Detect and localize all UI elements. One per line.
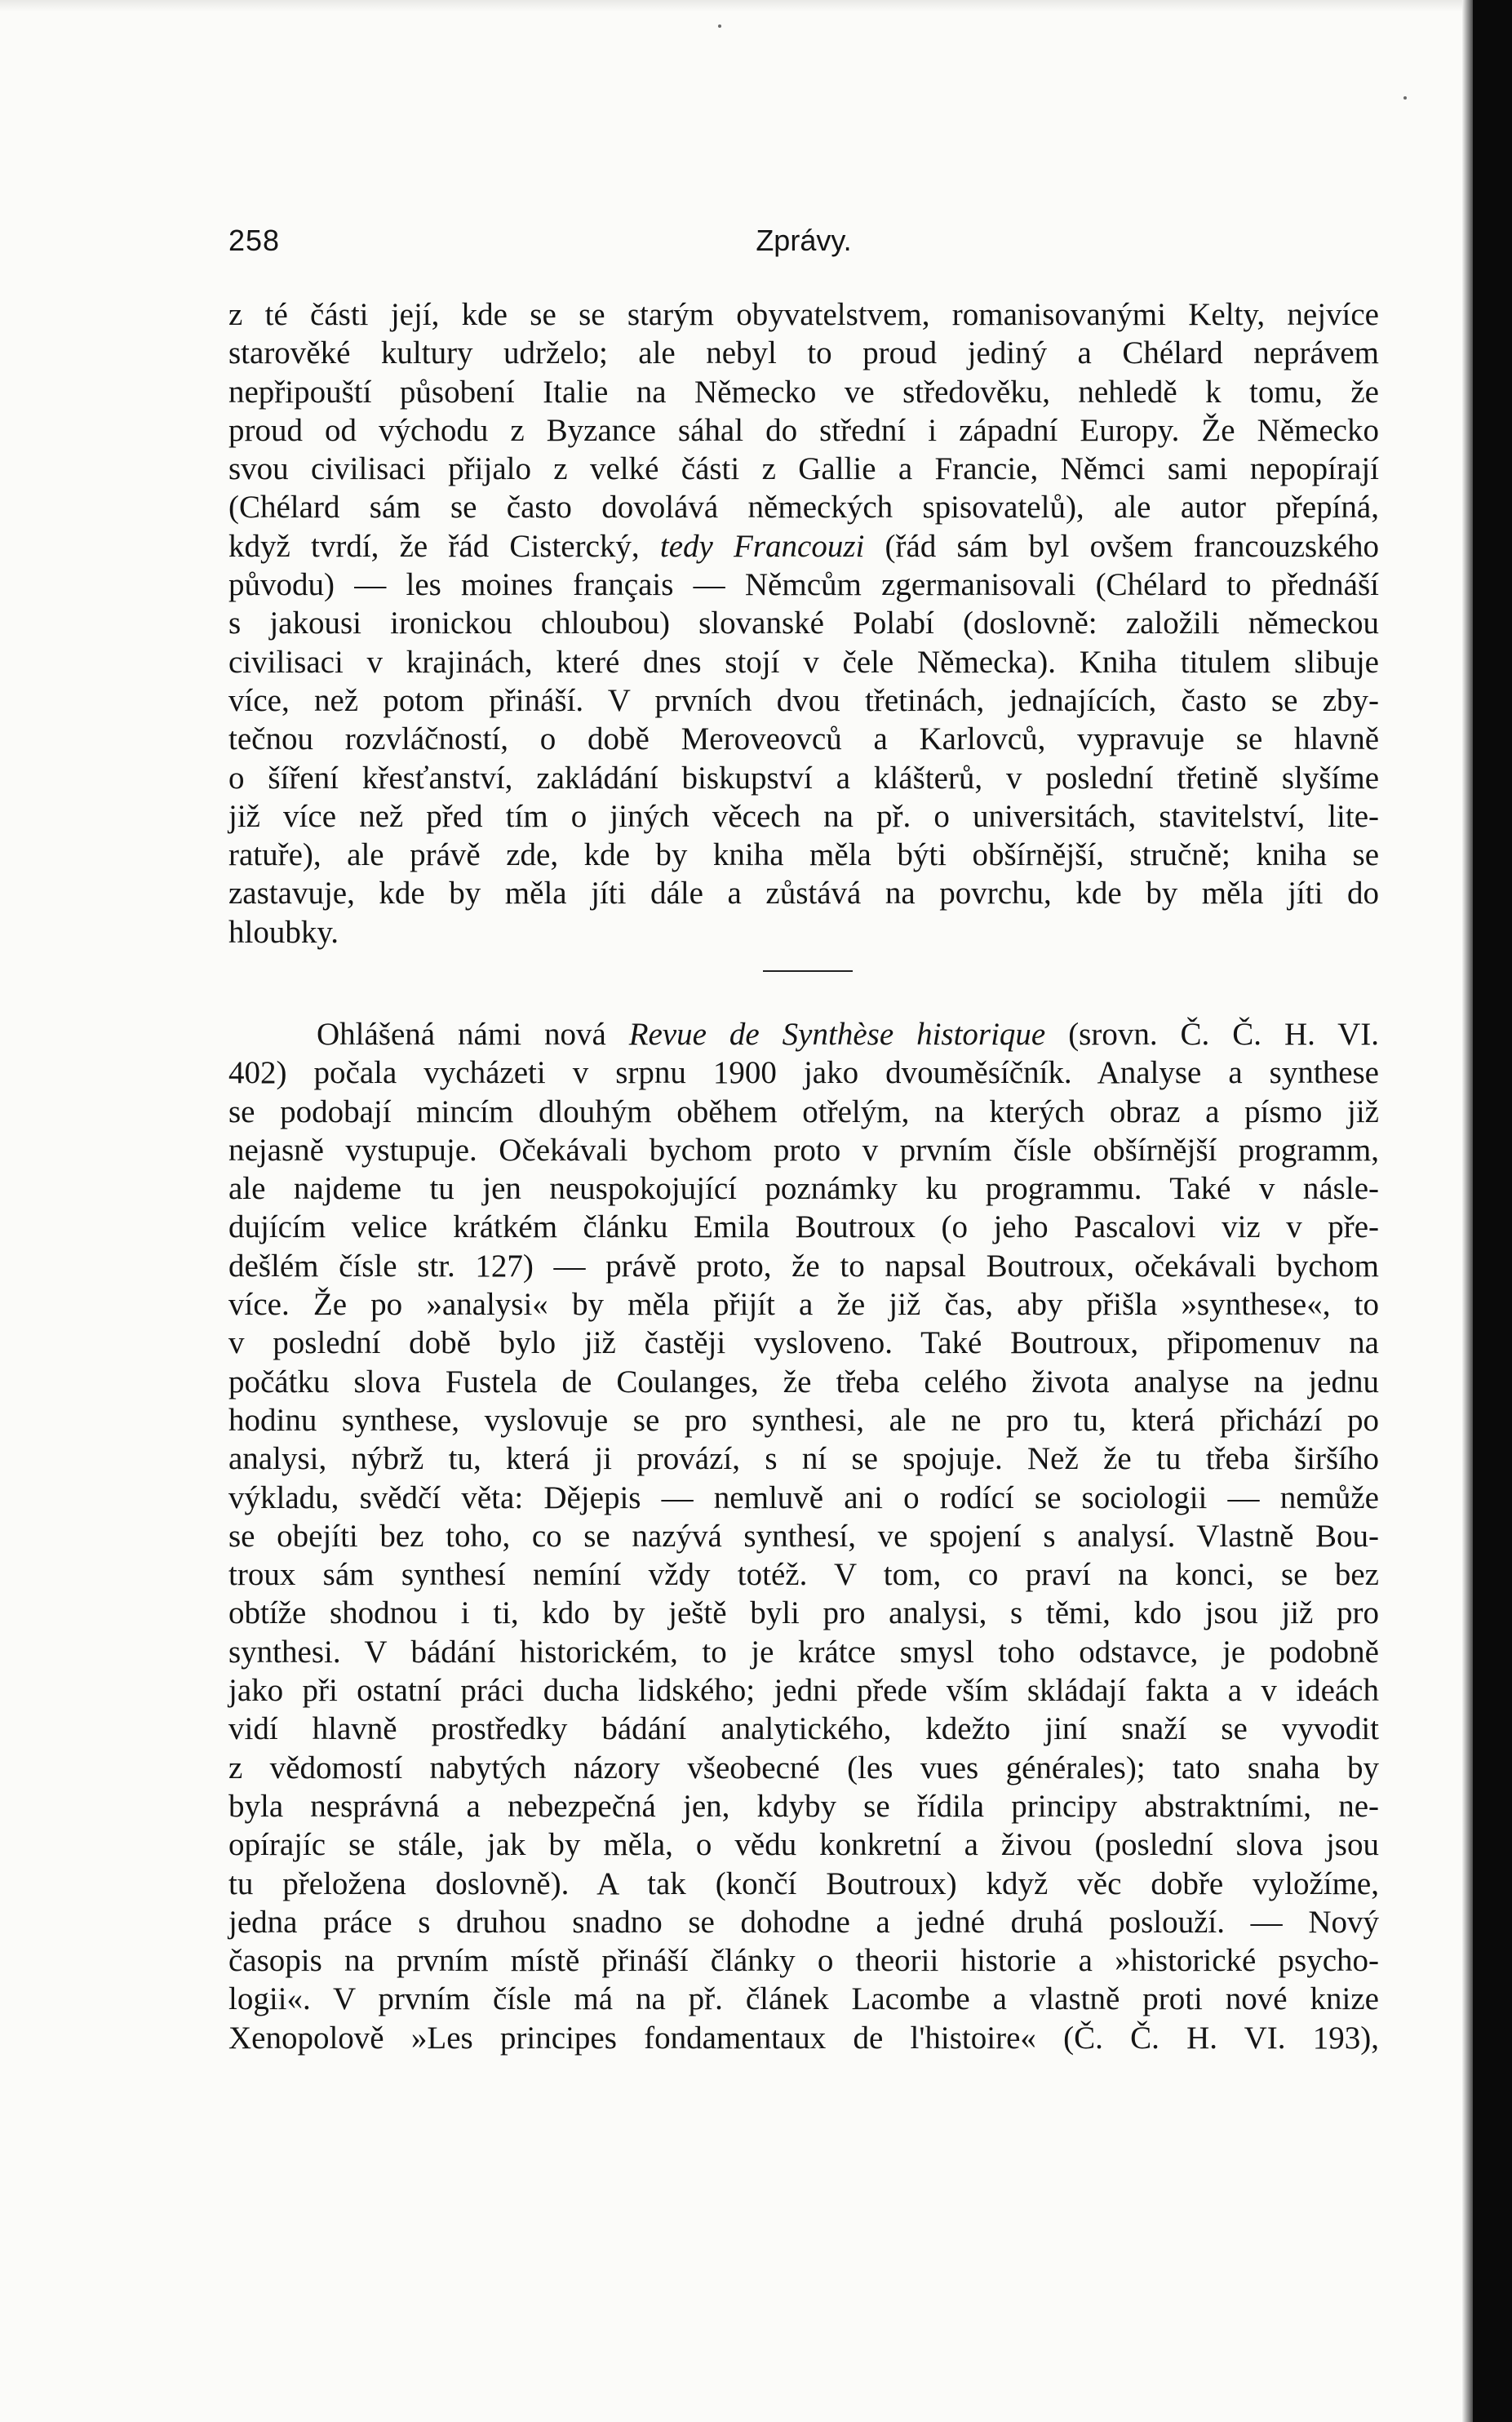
italic-title: Revue de Synthèse historique (628, 1017, 1046, 1052)
text-line: časopis na prvním místě přináší články o theorii historie a »historické psycho- (228, 1943, 1379, 1979)
text-line: nepřipouští působení Italie na Německo ve středověku, nehledě k tomu, že (228, 374, 1379, 410)
text-line: tu přeložena doslovně). A tak (končí Boutroux) když věc dobře vyložíme, (228, 1865, 1379, 1901)
text-line: Xenopolově »Les principes fondamentaux de l'histoire« (Č. Č. H. VI. 193), (228, 2020, 1379, 2056)
text-line: starověké kultury udrželo; ale nebyl to proud jediný a Chélard neprávem (228, 335, 1379, 371)
text-line (228, 1015, 1379, 1054)
text-line: vidí hlavně prostředky bádání analytického, kdežto jiní snaží se vyvodit (228, 1711, 1379, 1747)
text-line: hodinu synthese, vyslovuje se pro synthesi, ale ne pro tu, která přichází po (228, 1402, 1379, 1438)
text-line: výkladu, svědčí věta: Dějepis — nemluvě ani o rodící se sociologii — nemůže (228, 1479, 1379, 1515)
text-line: hloubky. (228, 914, 339, 950)
text-line: jedna práce s druhou snadno se dohodne a jedné druhá poslouží. — Nový (228, 1904, 1379, 1940)
page-right-shadow (1462, 0, 1473, 2422)
text-segment: (srovn. Č. Č. H. VI. (1045, 1017, 1379, 1052)
paragraph-review-chelard (228, 295, 1379, 952)
text-segment: když tvrdí, že řád Cistercký, (228, 528, 660, 564)
italic-phrase: tedy Francouzi (659, 528, 865, 564)
text-line: o šíření křesťanství, zakládání biskupství a klášterů, v poslední třetině slyšíme (228, 760, 1379, 796)
text-line: synthesi. V bádání historickém, to je krátce smysl toho odstavce, je podobně (228, 1634, 1379, 1670)
text-line: nejasně vystupuje. Očekávali bychom proto v prvním čísle obšírnější programm, (228, 1132, 1379, 1168)
text-line: opírajíc se stále, jak by měla, o vědu konkretní a živou (poslední slova jsou (228, 1827, 1379, 1863)
running-title: Zprávy. (756, 224, 852, 257)
text-line: z té části její, kde se se starým obyvatelstvem, romanisovanými Kelty, nejvíce (228, 297, 1379, 332)
text-line: v poslední době bylo již častěji vysloveno. Také Boutroux, připomenuv na (228, 1325, 1379, 1361)
section-separator (763, 970, 853, 972)
text-line: zastavuje, kde by měla jíti dále a zůstává na povrchu, kde by měla jíti do (228, 876, 1379, 912)
text-line: ratuře), ale právě zde, kde by kniha měla býti obšírnější, stručně; kniha se (228, 837, 1379, 873)
text-line: svou civilisaci přijalo z velké části z Gallie a Francie, Němci sami nepopírají (228, 451, 1379, 487)
text-line: dujícím velice krátkém článku Emila Boutroux (o jeho Pascalovi viz v pře- (228, 1209, 1379, 1245)
scan-right-border (1473, 0, 1512, 2422)
scan-speck (718, 24, 721, 28)
text-line: s jakousi ironickou chloubou) slovanské Polabí (doslovně: založili německou (228, 606, 1379, 641)
text-line: proud od východu z Byzance sáhal do střední i západní Europy. Že Německo (228, 412, 1379, 448)
text-line: ale najdeme tu jen neuspokojující poznámky ku programmu. Také v násle- (228, 1171, 1379, 1207)
text-segment: (řád sám byl ovšem francouzského (864, 528, 1379, 564)
text-segment: Ohlášená námi nová (317, 1017, 629, 1052)
text-line: dešlém čísle str. 127) — právě proto, že to napsal Boutroux, očekávali bychom (228, 1248, 1379, 1284)
text-line: více. Že po »analysi« by měla přijít a že již čas, aby přišla »synthese«, to (228, 1287, 1379, 1323)
scan-speck (1403, 96, 1407, 100)
page-number: 258 (228, 224, 281, 257)
text-line: původu) — les moines français — Němcům zgermanisovali (Chélard to přednáší (228, 567, 1379, 603)
text-line: více, než potom přináší. V prvních dvou třetinách, jednajících, často se zby- (228, 682, 1379, 718)
text-line: obtíže shodnou i ti, kdo by ještě byli pro analysi, s těmi, kdo jsou již pro (228, 1595, 1379, 1631)
text-line: z vědomostí nabytých názory všeobecné (les vues générales); tato snaha by (228, 1750, 1379, 1785)
text-line: počátku slova Fustela de Coulanges, že třeba celého života analyse na jednu (228, 1364, 1379, 1400)
text-line: byla nesprávná a nebezpečná jen, kdyby se řídila principy abstraktními, ne- (228, 1788, 1379, 1824)
text-line: již více než před tím o jiných věcech na př. o universitách, stavitelství, lite- (228, 798, 1379, 834)
text-line: se podobají mincím dlouhým oběhem otřelým, na kterých obraz a písmo již (228, 1093, 1379, 1129)
text-line: tečnou rozvláčností, o době Meroveovců a Karlovců, vypravuje se hlavně (228, 721, 1379, 757)
text-line: (Chélard sám se často dovolává německých spisovatelů), ale autor přepíná, (228, 490, 1379, 526)
text-line: jako při ostatní práci ducha lidského; jedni přede vším skládají fakta a v ideách (228, 1673, 1379, 1709)
page-top-edge (0, 0, 1512, 11)
text-line: 402) počala vycházeti v srpnu 1900 jako dvouměsíčník. Analyse a synthese (228, 1055, 1379, 1091)
text-line: civilisaci v krajinách, které dnes stojí v čele Německa). Kniha titulem slibuje (228, 644, 1379, 680)
text-line: troux sám synthesí nemíní vždy totéž. V tom, co praví na konci, se bez (228, 1557, 1379, 1593)
page-header (228, 224, 1379, 273)
text-line: logii«. V prvním čísle má na př. článek Lacombe a vlastně proti nové knize (228, 1981, 1379, 2017)
text-line (228, 527, 1379, 566)
paragraph-revue-synthese (228, 1015, 1379, 2057)
text-line: analysi, nýbrž tu, která ji provází, s ní se spojuje. Než že tu třeba širšího (228, 1441, 1379, 1477)
text-line: se obejíti bez toho, co se nazývá synthesí, ve spojení s analysí. Vlastně Bou- (228, 1518, 1379, 1554)
